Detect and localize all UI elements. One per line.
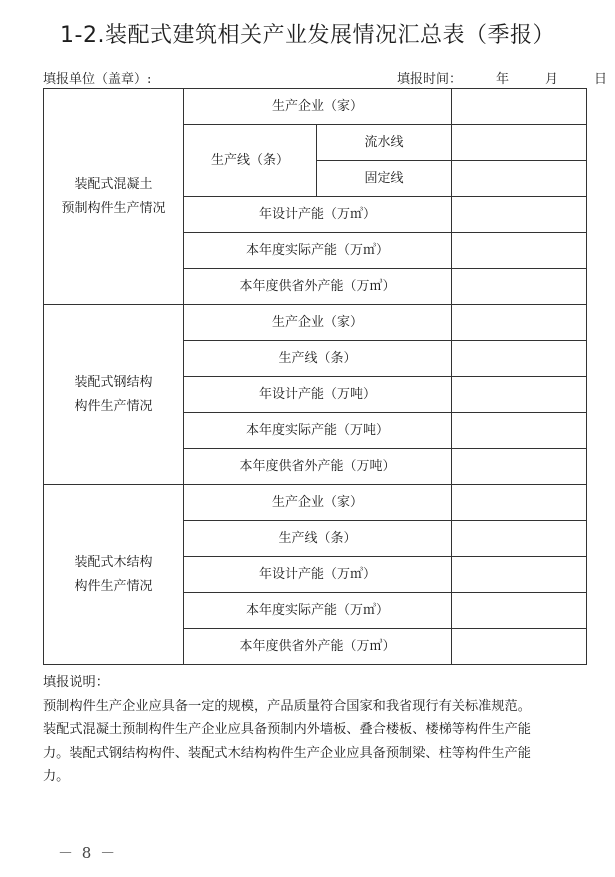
category-cell-concrete: 装配式混凝土 预制构件生产情况 [44,89,184,305]
row-label-export-capacity: 本年度供省外产能（万㎥） [184,269,452,305]
notes-line: 预制构件生产企业应具备一定的规模，产品质量符合国家和我省现行有关标准规范。 [43,698,531,714]
row-label-flow-line: 流水线 [317,125,452,161]
row-label-actual-capacity: 本年度实际产能（万㎥） [184,233,452,269]
value-cell[interactable] [452,521,587,557]
value-cell[interactable] [452,413,587,449]
row-label-design-capacity: 年设计产能（万㎥） [184,197,452,233]
value-cell[interactable] [452,593,587,629]
summary-table [43,88,587,665]
row-label-export-capacity: 本年度供省外产能（万㎥） [184,629,452,665]
row-label-fixed-line: 固定线 [317,161,452,197]
unit-label: 填报单位（盖章）: [43,72,152,87]
value-cell[interactable] [452,197,587,233]
value-cell[interactable] [452,449,587,485]
table-row [44,89,587,125]
row-label-export-capacity: 本年度供省外产能（万吨） [184,449,452,485]
value-cell[interactable] [452,629,587,665]
table-row [44,305,587,341]
day-label: 日 [594,72,608,87]
value-cell[interactable] [452,89,587,125]
row-label-enterprises: 生产企业（家） [184,305,452,341]
row-label-enterprises: 生产企业（家） [184,89,452,125]
value-cell[interactable] [452,557,587,593]
row-label-actual-capacity: 本年度实际产能（万吨） [184,413,452,449]
row-label-lines: 生产线（条） [184,125,317,197]
value-cell[interactable] [452,269,587,305]
row-label-actual-capacity: 本年度实际产能（万㎥） [184,593,452,629]
time-label: 填报时间： [397,72,463,87]
value-cell[interactable] [452,305,587,341]
value-cell[interactable] [452,161,587,197]
notes-line: 力。装配式钢结构构件、装配式木结构构件生产企业应具备预制梁、柱等构件生产能 [43,745,531,761]
page-title: 1-2.装配式建筑相关产业发展情况汇总表（季报） [60,23,555,48]
value-cell[interactable] [452,341,587,377]
category-cell-timber: 装配式木结构 构件生产情况 [44,485,184,665]
row-label-lines: 生产线（条） [184,341,452,377]
row-label-design-capacity: 年设计产能（万㎥） [184,557,452,593]
notes-heading: 填报说明： [43,675,109,690]
value-cell[interactable] [452,485,587,521]
year-label: 年 [496,72,510,87]
row-label-design-capacity: 年设计产能（万吨） [184,377,452,413]
value-cell[interactable] [452,233,587,269]
row-label-lines: 生产线（条） [184,521,452,557]
notes-line: 装配式混凝土预制构件生产企业应具备预制内外墙板、叠合楼板、楼梯等构件生产能 [43,722,531,737]
filling-notes [43,671,591,789]
row-label-enterprises: 生产企业（家） [184,485,452,521]
category-cell-steel: 装配式钢结构 构件生产情况 [44,305,184,485]
notes-line: 力。 [43,769,70,784]
month-label: 月 [545,72,559,87]
table-row [44,485,587,521]
page-number: － 8 － [58,844,118,862]
value-cell[interactable] [452,125,587,161]
report-time [397,68,607,87]
value-cell[interactable] [452,377,587,413]
